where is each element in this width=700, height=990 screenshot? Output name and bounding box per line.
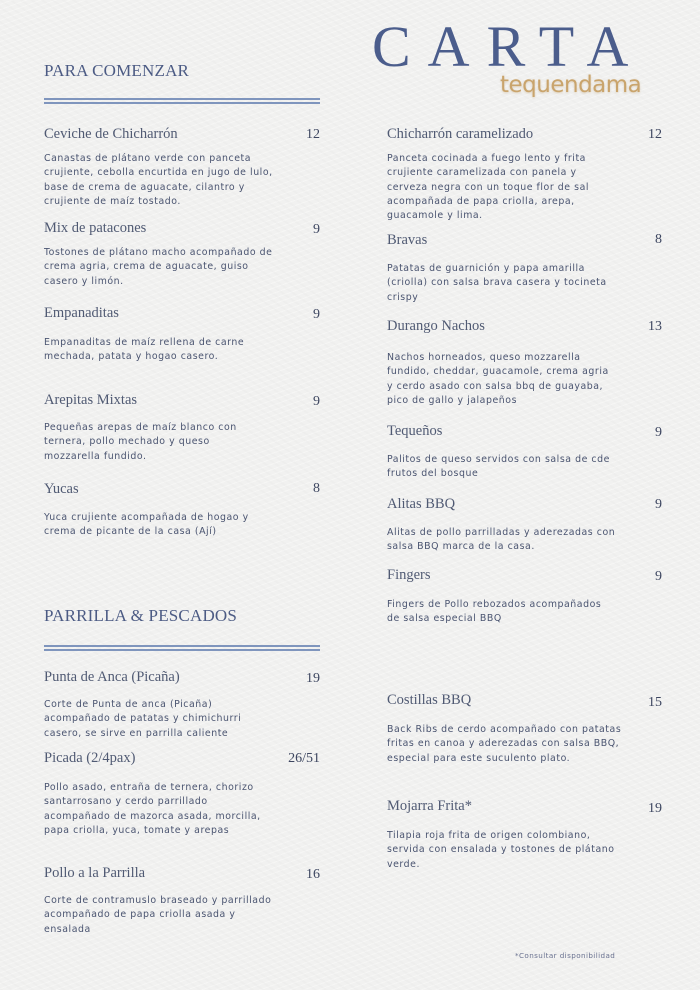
- item-description: Empanaditas de maíz rellena de carne mechada, patata y hogao casero.: [44, 337, 245, 363]
- item-name: Chicharrón caramelizado: [387, 126, 534, 142]
- item-name: Arepitas Mixtas: [44, 392, 138, 408]
- item-name: Tequeños: [387, 423, 443, 439]
- item-price: 9: [313, 307, 320, 322]
- availability-footnote: *Consultar disponibilidad: [515, 951, 616, 960]
- item-price: 26/51: [288, 751, 320, 766]
- item-name: Empanaditas: [44, 305, 119, 321]
- item-price: 9: [313, 222, 320, 237]
- item-description: Pequeñas arepas de maíz blanco con ternera, pollo mechado y queso mozzarella fundido.: [44, 422, 237, 462]
- item-name: Costillas BBQ: [387, 692, 472, 708]
- item-description: Fingers de Pollo rebozados acompañados de salsa especial BBQ: [387, 599, 602, 625]
- item-description: Back Ribs de cerdo acompañado con patatas fritas en canoa y aderezadas con salsa BBQ, especial para este suculento plato.: [387, 724, 622, 764]
- item-name: Pollo a la Parrilla: [44, 865, 146, 881]
- item-price: 9: [655, 569, 662, 584]
- item-name: Punta de Anca (Picaña): [44, 669, 180, 685]
- item-description: Tilapia roja frita de origen colombiano, servida con ensalada y tostones de plátano verde.: [387, 830, 615, 870]
- item-name: Mix de patacones: [44, 220, 147, 236]
- section-title-starters: PARA COMENZAR: [44, 61, 190, 80]
- item-name: Ceviche de Chicharrón: [44, 126, 178, 142]
- restaurant-name: tequendama: [500, 72, 642, 98]
- item-description: Palitos de queso servidos con salsa de cde frutos del bosque: [387, 454, 610, 480]
- item-price: 13: [648, 319, 662, 334]
- item-description: Patatas de guarnición y papa amarilla (criolla) con salsa brava casera y tocineta crispy: [387, 263, 607, 303]
- item-price: 8: [655, 232, 662, 247]
- item-description: Pollo asado, entraña de ternera, chorizo santarrosano y cerdo parrillado acompañado de mazorca asada, morcilla, papa criolla, yuca, tomate y arepas: [44, 782, 261, 836]
- menu-title: CARTA: [372, 14, 646, 79]
- item-description: Panceta cocinada a fuego lento y frita crujiente caramelizada con panela y cerveza negra con un toque flor de sal acompañada de papa criolla, arepa, guacamole y lima.: [387, 153, 590, 222]
- item-description: Alitas de pollo parrilladas y aderezadas con salsa BBQ marca de la casa.: [387, 527, 616, 553]
- item-description: Tostones de plátano macho acompañado de crema agria, crema de aguacate, guiso casero y limón.: [44, 247, 273, 287]
- item-description: Canastas de plátano verde con panceta crujiente, cebolla encurtida en jugo de lulo, base de crema de aguacate, cilantro y crujiente de maíz tostado.: [44, 153, 273, 207]
- item-name: Durango Nachos: [387, 318, 485, 334]
- item-description: Yuca crujiente acompañada de hogao y crema de picante de la casa (Ají): [44, 512, 249, 538]
- section-divider-grill: [44, 645, 320, 651]
- item-name: Mojarra Frita*: [387, 798, 472, 814]
- item-price: 19: [648, 801, 662, 816]
- section-title-grill: PARRILLA & PESCADOS: [44, 606, 238, 625]
- item-price: 8: [313, 481, 320, 496]
- item-name: Yucas: [44, 481, 79, 497]
- item-price: 12: [648, 127, 662, 142]
- item-price: 9: [655, 497, 662, 512]
- item-price: 9: [655, 425, 662, 440]
- item-description: Corte de Punta de anca (Picaña) acompañado de patatas y chimichurri casero, se sirve en parrilla caliente: [44, 699, 242, 739]
- item-description: Corte de contramuslo braseado y parrillado acompañado de papa criolla asada y ensalada: [44, 895, 272, 935]
- item-price: 15: [648, 695, 662, 710]
- item-price: 12: [306, 127, 320, 142]
- item-name: Bravas: [387, 232, 428, 248]
- item-name: Fingers: [387, 567, 431, 583]
- item-name: Picada (2/4pax): [44, 750, 136, 766]
- item-price: 9: [313, 394, 320, 409]
- section-divider-starters: [44, 98, 320, 104]
- item-name: Alitas BBQ: [387, 496, 456, 512]
- item-price: 19: [306, 671, 320, 686]
- item-price: 16: [306, 867, 320, 882]
- item-description: Nachos horneados, queso mozzarella fundido, cheddar, guacamole, crema agria y cerdo asado con salsa bbq de guayaba, pico de gallo y jalapeños: [387, 352, 609, 406]
